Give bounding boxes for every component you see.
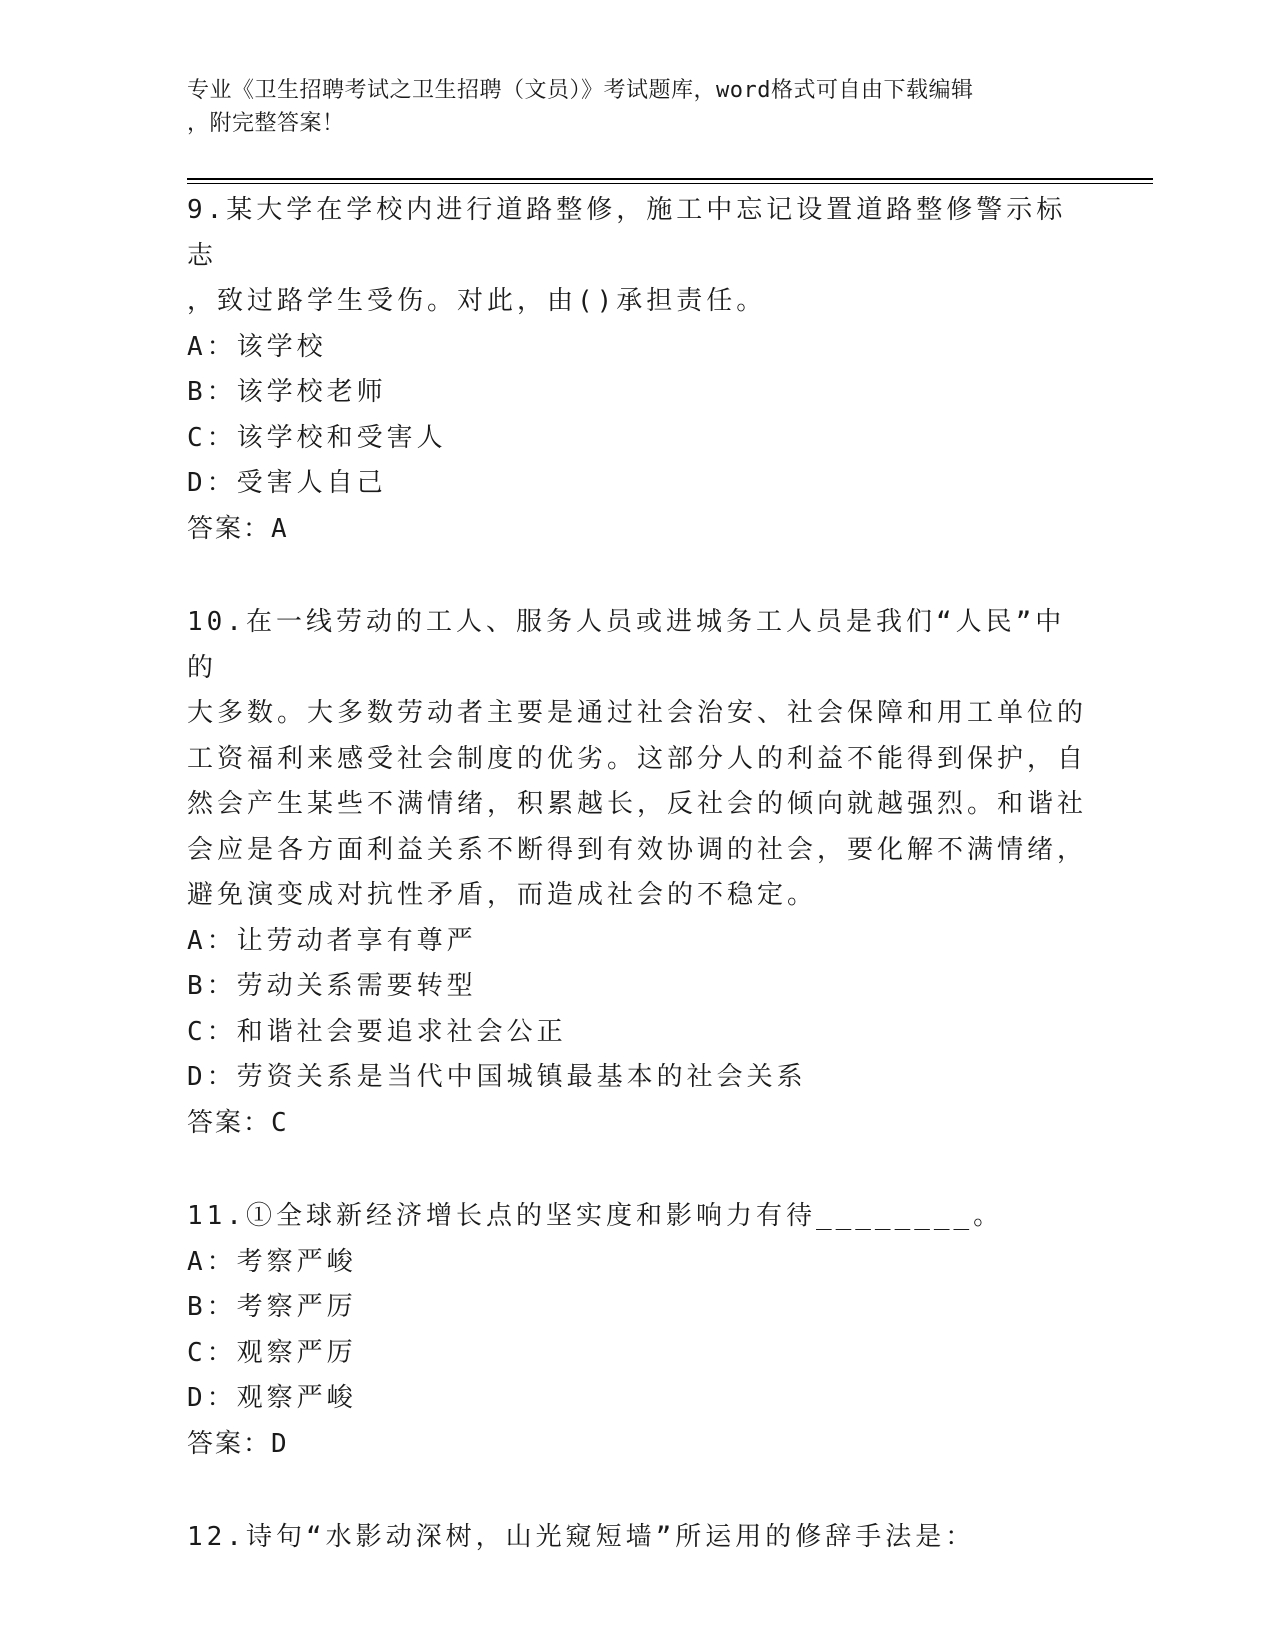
question-stem-line: 工资福利来感受社会制度的优劣。这部分人的利益不能得到保护，自 xyxy=(187,743,1088,774)
option-d: D：观察严峻 xyxy=(187,1383,357,1413)
option-a: A：考察严峻 xyxy=(187,1246,357,1277)
option-c: C：该学校和受害人 xyxy=(187,422,447,453)
answer-line: 答案：C xyxy=(187,1107,289,1138)
question-10 xyxy=(187,600,1087,1146)
option-d: D：劳资关系是当代中国城镇最基本的社会关系 xyxy=(187,1062,807,1092)
header-divider-thick xyxy=(187,178,1153,180)
question-list xyxy=(187,188,1087,1609)
option-a: A：该学校 xyxy=(187,331,327,362)
question-stem-line: 会应是各方面利益关系不断得到有效协调的社会，要化解不满情绪， xyxy=(187,834,1088,865)
question-stem-line: 10.在一线劳动的工人、服务人员或进城务工人员是我们“人民”中的 xyxy=(187,607,1066,683)
question-stem-line: ，致过路学生受伤。对此，由()承担责任。 xyxy=(187,286,767,316)
option-a: A：让劳动者享有尊严 xyxy=(187,925,477,956)
option-b: B：该学校老师 xyxy=(187,377,387,407)
question-stem-line: 然会产生某些不满情绪，积累越长，反社会的倾向就越强烈。和谐社 xyxy=(187,789,1088,819)
question-stem-line: 9.某大学在学校内进行道路整修，施工中忘记设置道路整修警示标志 xyxy=(187,195,1067,271)
question-stem-line: 避免演变成对抗性矛盾，而造成社会的不稳定。 xyxy=(187,880,818,910)
question-stem-line: 大多数。大多数劳动者主要是通过社会治安、社会保障和用工单位的 xyxy=(187,698,1088,728)
answer-line: 答案：A xyxy=(187,513,289,544)
answer-line: 答案：D xyxy=(187,1428,289,1459)
document-header xyxy=(187,74,1077,140)
option-b: B：考察严厉 xyxy=(187,1292,357,1322)
question-12 xyxy=(187,1515,1087,1561)
header-line-1: 专业《卫生招聘考试之卫生招聘（文员）》考试题库，word格式可自由下载编辑 xyxy=(187,78,974,103)
option-c: C：观察严厉 xyxy=(187,1337,357,1368)
header-divider-thin xyxy=(187,183,1153,184)
header-line-2: ，附完整答案！ xyxy=(187,111,345,136)
option-c: C：和谐社会要追求社会公正 xyxy=(187,1016,567,1047)
question-11 xyxy=(187,1194,1087,1467)
question-stem-line: 12.诗句“水影动深树，山光窥短墙”所运用的修辞手法是： xyxy=(187,1522,976,1552)
option-b: B：劳动关系需要转型 xyxy=(187,971,477,1001)
question-9 xyxy=(187,188,1087,552)
option-d: D：受害人自己 xyxy=(187,468,387,498)
question-stem-line: 11.①全球新经济增长点的坚实度和影响力有待________。 xyxy=(187,1201,1004,1231)
